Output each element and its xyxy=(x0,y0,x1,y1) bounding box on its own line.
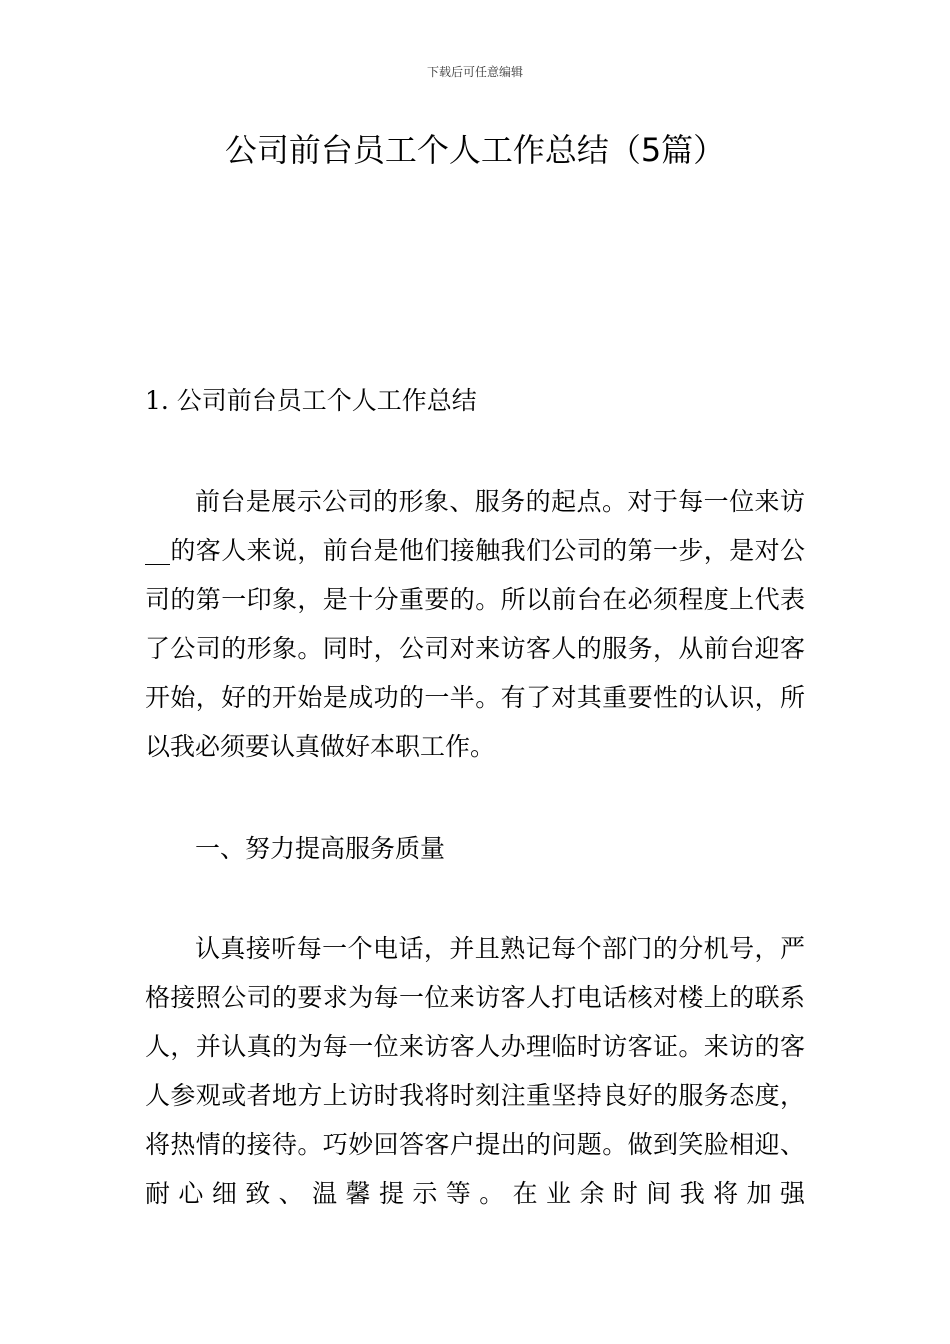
paragraph-service-quality: 认真接听每一个电话，并且熟记每个部门的分机号，严格接照公司的要求为每一位来访客人打电话核对楼上的联系人，并认真的为每一位来访客人办理临时访客证。来访的客人参观或者地方上访时我将时刻注重坚持良好的服务态度，将热情的接待。巧妙回答客户提出的问题。做到笑脸相迎、耐心细致、温馨提示等。在业余时间我将加强 xyxy=(145,934,805,1208)
page-header-note: 下载后可任意编辑 xyxy=(426,65,523,79)
section-heading: 1. 公司前台员工个人工作总结 xyxy=(145,386,477,415)
paragraph-intro: 前台是展示公司的形象、服务的起点。对于每一位来访__的客人来说，前台是他们接触我们公司的第一步，是对公司的第一印象，是十分重要的。所以前台在必须程度上代表了公司的形象。同时，公司对来访客人的服务，从前台迎客开始，好的开始是成功的一半。有了对其重要性的认识，所以我必须要认真做好本职工作。 xyxy=(145,487,805,761)
document-title: 公司前台员工个人工作总结（5篇） xyxy=(224,131,726,169)
subsection-heading: 一、努力提高服务质量 xyxy=(195,834,446,863)
